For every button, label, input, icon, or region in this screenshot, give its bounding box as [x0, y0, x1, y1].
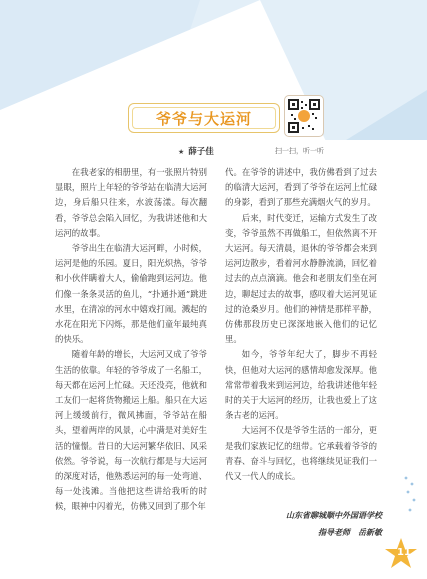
- qr-caption: 扫一扫，听一听: [275, 147, 324, 155]
- paragraph: 随着年龄的增长，大运河又成了爷爷生活的依靠。年轻的爷爷成了一名船工，每天都在运河上忙碌。天还没亮，他就和工友们一起将货物搬运上船。船只在大运河上缓缓前行，微风拂面，爷爷站在船头，望着两岸的风景，心中满是对美好生活的憧憬。昔日的大运河繁华依旧、风采依然。爷爷说，每一次航行都是与大运河的深度对话，他熟悉运河的每一处弯道、每一处浅滩。当他把这些讲给我听的时候，眼神中闪着光，仿佛又回到了那个年: [55, 349, 207, 512]
- decorative-dots: [400, 470, 420, 530]
- paragraph: 大运河不仅是爷爷生活的一部分，更是我们家族记忆的纽带。它承载着爷爷的青春、奋斗与回忆，也将继续见证我们一代又一代人的成长。: [225, 425, 377, 482]
- star-icon: ★: [178, 148, 185, 156]
- author-name: 薛子佳: [188, 147, 214, 157]
- paragraph: 代。在爷爷的讲述中，我仿佛看到了过去的临清大运河，看到了爷爷在运河上忙碌的身影，看到了那些充满烟火气的岁月。: [225, 167, 377, 208]
- school-name: 山东省聊城顺中外国语学校: [286, 510, 382, 520]
- article-title-banner: [128, 103, 280, 133]
- teacher-name: 指导老师 岳新敏: [318, 527, 382, 537]
- paragraph: 爷爷出生在临清大运河畔，小时候，运河是他的乐园。夏日，阳光炽热，爷爷和小伙伴瞒着大人，偷偷跑到运河边。他们像一条条灵活的鱼儿，“扑通扑通”跳进水里，在清凉的河水中嬉戏打闹。溅起的水花在阳光下闪烁，那是他们童年最纯真的快乐。: [55, 243, 207, 345]
- paragraph: 在我老家的相册里，有一张照片特别显眼，照片上年轻的爷爷站在临清大运河边，身后船只往来，水波荡漾。每次翻看，爷爷总会陷入回忆，为我讲述他和大运河的故事。: [55, 167, 207, 238]
- qr-code-icon[interactable]: [284, 95, 324, 137]
- page-number: 11: [397, 547, 411, 558]
- paragraph: 后来，时代变迁，运输方式发生了改变，爷爷虽然不再做船工，但依然离不开大运河。每天清晨，退休的爷爷都会来到运河边散步，看着河水静静流淌，回忆着过去的点点滴滴。他会和老朋友们坐在河边，聊起过去的故事，感叹着大运河见证过的沧桑岁月。他们的神情是那样平静，仿佛那段历史已深深地嵌入他们的记忆里。: [225, 212, 377, 345]
- paragraph: 如今，爷爷年纪大了，脚步不再轻快，但他对大运河的感情却愈发深厚。他常常带着我来到运河边，给我讲述他年轻时的关于大运河的经历，让我也爱上了这条古老的运河。: [225, 349, 377, 421]
- left-column: [55, 165, 207, 515]
- right-column: [225, 165, 377, 484]
- article-title: 爷爷与大运河: [155, 109, 252, 128]
- author-line: [178, 145, 214, 157]
